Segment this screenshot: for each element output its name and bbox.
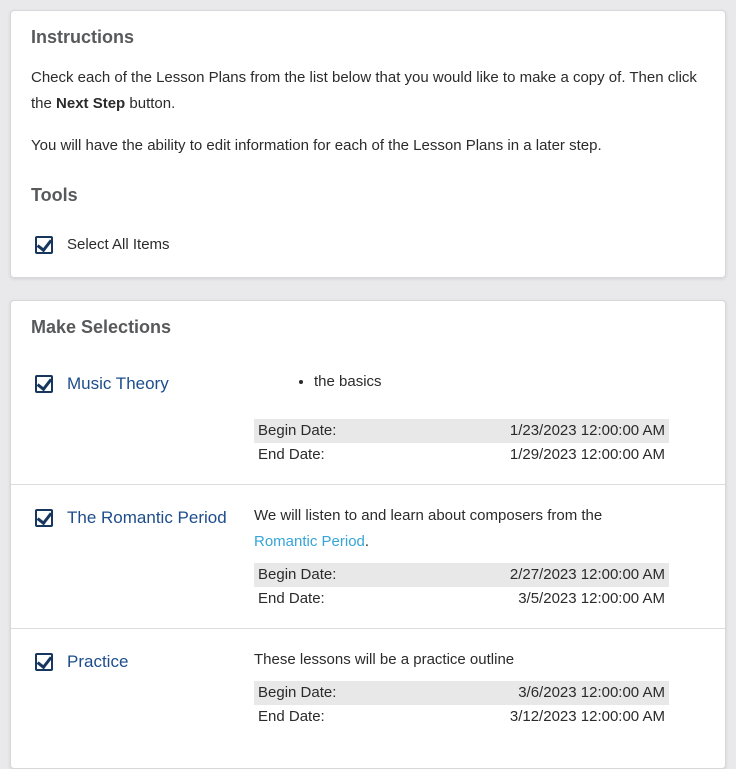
lesson-title-link[interactable]: Practice	[67, 652, 129, 671]
end-date-value: 3/5/2023 12:00:00 AM	[518, 590, 665, 607]
instructions-paragraph-1-end: button.	[125, 95, 176, 112]
lesson-checkbox-cell	[31, 369, 67, 467]
instructions-title: Instructions	[31, 27, 135, 47]
select-all-row	[31, 235, 705, 255]
end-date-value: 1/29/2023 12:00:00 AM	[509, 446, 665, 463]
lesson-checkbox-cell	[31, 503, 67, 611]
lesson-content-cell	[254, 369, 669, 467]
lesson-row	[11, 351, 725, 484]
lesson-row	[11, 628, 725, 746]
end-date-row	[254, 705, 669, 729]
lesson-description-start: We will listen to and learn about composers from the	[254, 507, 603, 524]
begin-date-value: 2/27/2023 12:00:00 AM	[509, 566, 665, 583]
lesson-description-bullets	[254, 369, 669, 395]
lesson-list	[31, 351, 705, 746]
select-all-label: Select All Items	[67, 236, 170, 253]
instructions-paragraph-2: You will have the ability to edit information for each of the Lesson Plans in a later step.	[31, 137, 602, 154]
description-link[interactable]: Romantic Period	[254, 533, 365, 550]
make-selections-title: Make Selections	[31, 317, 172, 337]
make-selections-card	[10, 300, 726, 769]
instructions-paragraph-1-start: Check each of the Lesson Plans from the list below that you would like to make a copy of. Then click the	[31, 69, 697, 112]
begin-date-label: Begin Date:	[258, 566, 337, 583]
begin-date-label: Begin Date:	[258, 684, 337, 701]
lesson-title-link[interactable]: The Romantic Period	[67, 508, 227, 527]
begin-date-value: 1/23/2023 12:00:00 AM	[509, 422, 665, 439]
lesson-description: These lessons will be a practice outline	[254, 651, 515, 668]
begin-date-row	[254, 681, 669, 705]
begin-date-row	[254, 563, 669, 587]
lesson-description	[254, 503, 669, 555]
lesson-checkbox-cell	[31, 647, 67, 729]
lesson-dates-table	[254, 563, 669, 611]
lesson-checkbox[interactable]	[35, 375, 53, 393]
end-date-label: End Date:	[258, 446, 325, 463]
lesson-title-cell	[67, 369, 254, 467]
tools-title: Tools	[31, 185, 78, 205]
lesson-title-cell	[67, 647, 254, 729]
end-date-label: End Date:	[258, 590, 325, 607]
lesson-dates-table	[254, 419, 669, 467]
lesson-description-end: .	[364, 533, 370, 550]
instructions-paragraph-1	[31, 65, 705, 117]
end-date-label: End Date:	[258, 708, 325, 725]
lesson-title-link[interactable]: Music Theory	[67, 374, 169, 393]
next-step-emphasis: Next Step	[56, 95, 126, 112]
instructions-card	[10, 10, 726, 278]
lesson-checkbox[interactable]	[35, 653, 53, 671]
lesson-checkbox[interactable]	[35, 509, 53, 527]
lesson-content-cell	[254, 647, 669, 729]
lesson-row	[11, 484, 725, 628]
lesson-dates-table	[254, 681, 669, 729]
end-date-value: 3/12/2023 12:00:00 AM	[509, 708, 665, 725]
begin-date-value: 3/6/2023 12:00:00 AM	[518, 684, 665, 701]
lesson-content-cell	[254, 503, 669, 611]
select-all-checkbox[interactable]	[35, 236, 53, 254]
end-date-row	[254, 587, 669, 611]
begin-date-label: Begin Date:	[258, 422, 337, 439]
lesson-bullet: • the basics	[314, 369, 669, 395]
end-date-row	[254, 443, 669, 467]
begin-date-row	[254, 419, 669, 443]
lesson-title-cell	[67, 503, 254, 611]
